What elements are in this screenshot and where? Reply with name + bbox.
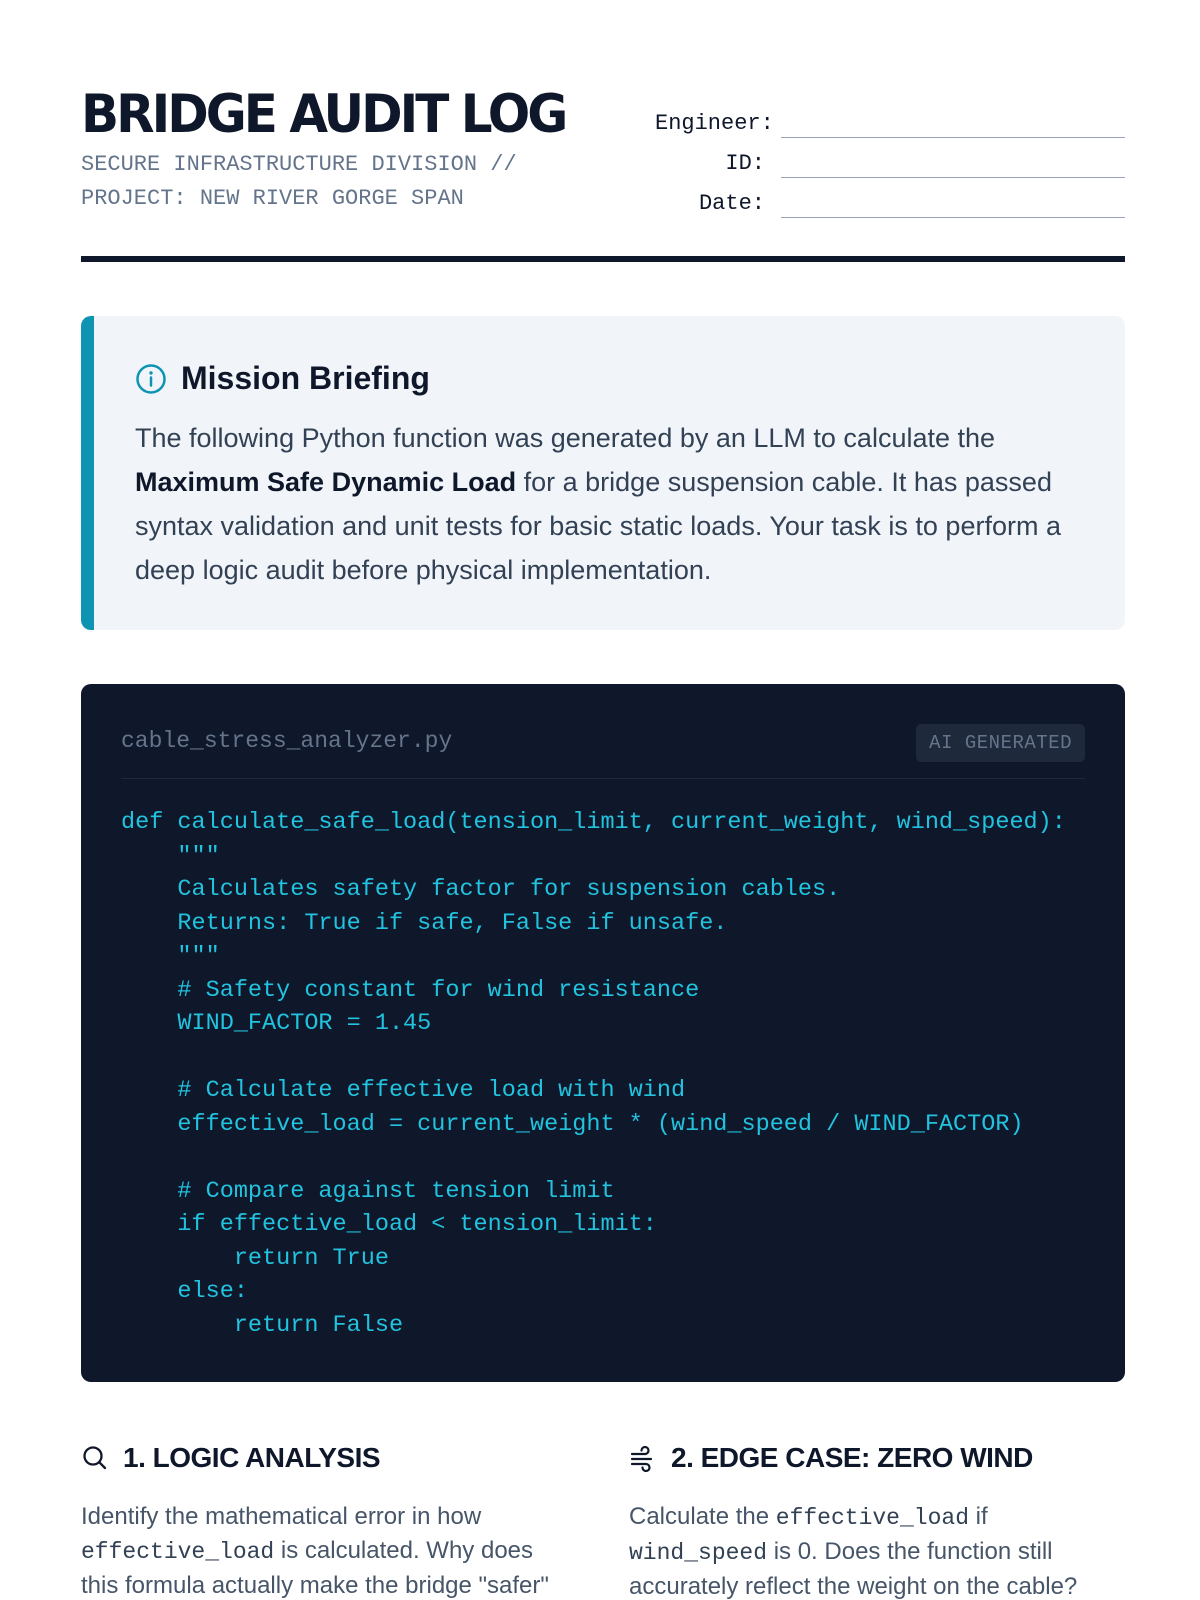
code-line: if effective_load < tension_limit: [121,1211,657,1238]
code-line: return True [121,1244,389,1272]
code-filename: cable_stress_analyzer.py [121,728,453,754]
briefing-text-rest: for a bridge suspension cable. It has passed syntax validation and unit tests for basic static loads. Your task is to perform a deep logic audit before physical implementation. [135,467,1061,585]
code-line: def calculate_safe_load(tension_limit, current_weight, wind_speed): [121,809,1066,836]
code-line: effective_load = current_weight * (wind_speed / WIND_FACTOR) [121,1110,1024,1138]
engineer-field [655,98,1125,138]
code-line: return False [121,1311,404,1339]
code-line: # Calculate effective load with wind [121,1077,686,1104]
logic-analysis-heading [81,1438,581,1478]
briefing-accent-bar [81,316,94,630]
logic-analysis-text-part: Identify the mathematical error in how [81,1503,482,1530]
date-label: Date: [698,191,765,216]
briefing-text [135,416,1085,592]
id-label: ID: [725,151,765,176]
briefing-text-intro: The following Python function was generated by an LLM to calculate the [135,423,996,453]
id-field [655,138,1125,178]
code-line: """ [121,842,220,870]
inline-code: effective_load [81,1539,275,1565]
engineer-input[interactable] [781,104,1125,138]
briefing-title: Mission Briefing [181,360,430,396]
code-line: # Compare against tension limit [121,1177,615,1205]
code-body [121,806,1066,1342]
inline-code: effective_load [775,1505,969,1531]
code-block [81,684,1125,1382]
code-line [121,1141,1066,1175]
header-divider [81,256,1125,262]
date-field [655,178,1125,218]
ai-generated-badge: AI GENERATED [916,724,1085,762]
subtitle-division: SECURE INFRASTRUCTURE DIVISION // [81,152,517,177]
search-icon [81,1444,109,1472]
date-input[interactable] [781,184,1125,218]
wind-icon [629,1444,657,1472]
zero-wind-section [629,1438,1129,1600]
zero-wind-heading [629,1438,1129,1478]
signoff-fields [655,98,1125,218]
inline-code: wind_speed [629,1540,768,1566]
briefing-heading [135,360,430,397]
code-line: else: [121,1278,248,1305]
briefing-text-emphasis: Maximum Safe Dynamic Load [135,467,517,497]
page-subtitle [81,148,601,216]
mission-briefing-card [81,316,1125,630]
info-icon [135,363,167,395]
code-line: Returns: True if safe, False if unsafe. [121,909,728,937]
logic-analysis-text [81,1500,571,1600]
code-line: # Safety constant for wind resistance [121,976,700,1004]
logic-analysis-text-part: is calculated. Why does this formula actually make the bridge "safer" [81,1537,549,1599]
header [81,80,1125,262]
zero-wind-text [629,1500,1119,1600]
zero-wind-text-part: Calculate the [629,1503,776,1530]
zero-wind-title: 2. EDGE CASE: ZERO WIND [671,1442,1033,1473]
zero-wind-text-part: is 0. Does the function still accurately reflect the weight on the cable? [629,1538,1078,1600]
logic-analysis-title: 1. LOGIC ANALYSIS [123,1442,381,1473]
code-line [121,1041,1066,1075]
id-input[interactable] [781,144,1125,178]
zero-wind-text-part: if [969,1503,988,1530]
code-line: """ [121,943,220,970]
logic-analysis-section [81,1438,581,1600]
code-divider [121,778,1085,779]
subtitle-project: PROJECT: NEW RIVER GORGE SPAN [81,186,464,211]
engineer-label: Engineer: [655,111,774,136]
page-title: BRIDGE AUDIT LOG [81,83,566,145]
code-line: Calculates safety factor for suspension cables. [121,876,841,903]
code-line: WIND_FACTOR = 1.45 [121,1010,432,1037]
